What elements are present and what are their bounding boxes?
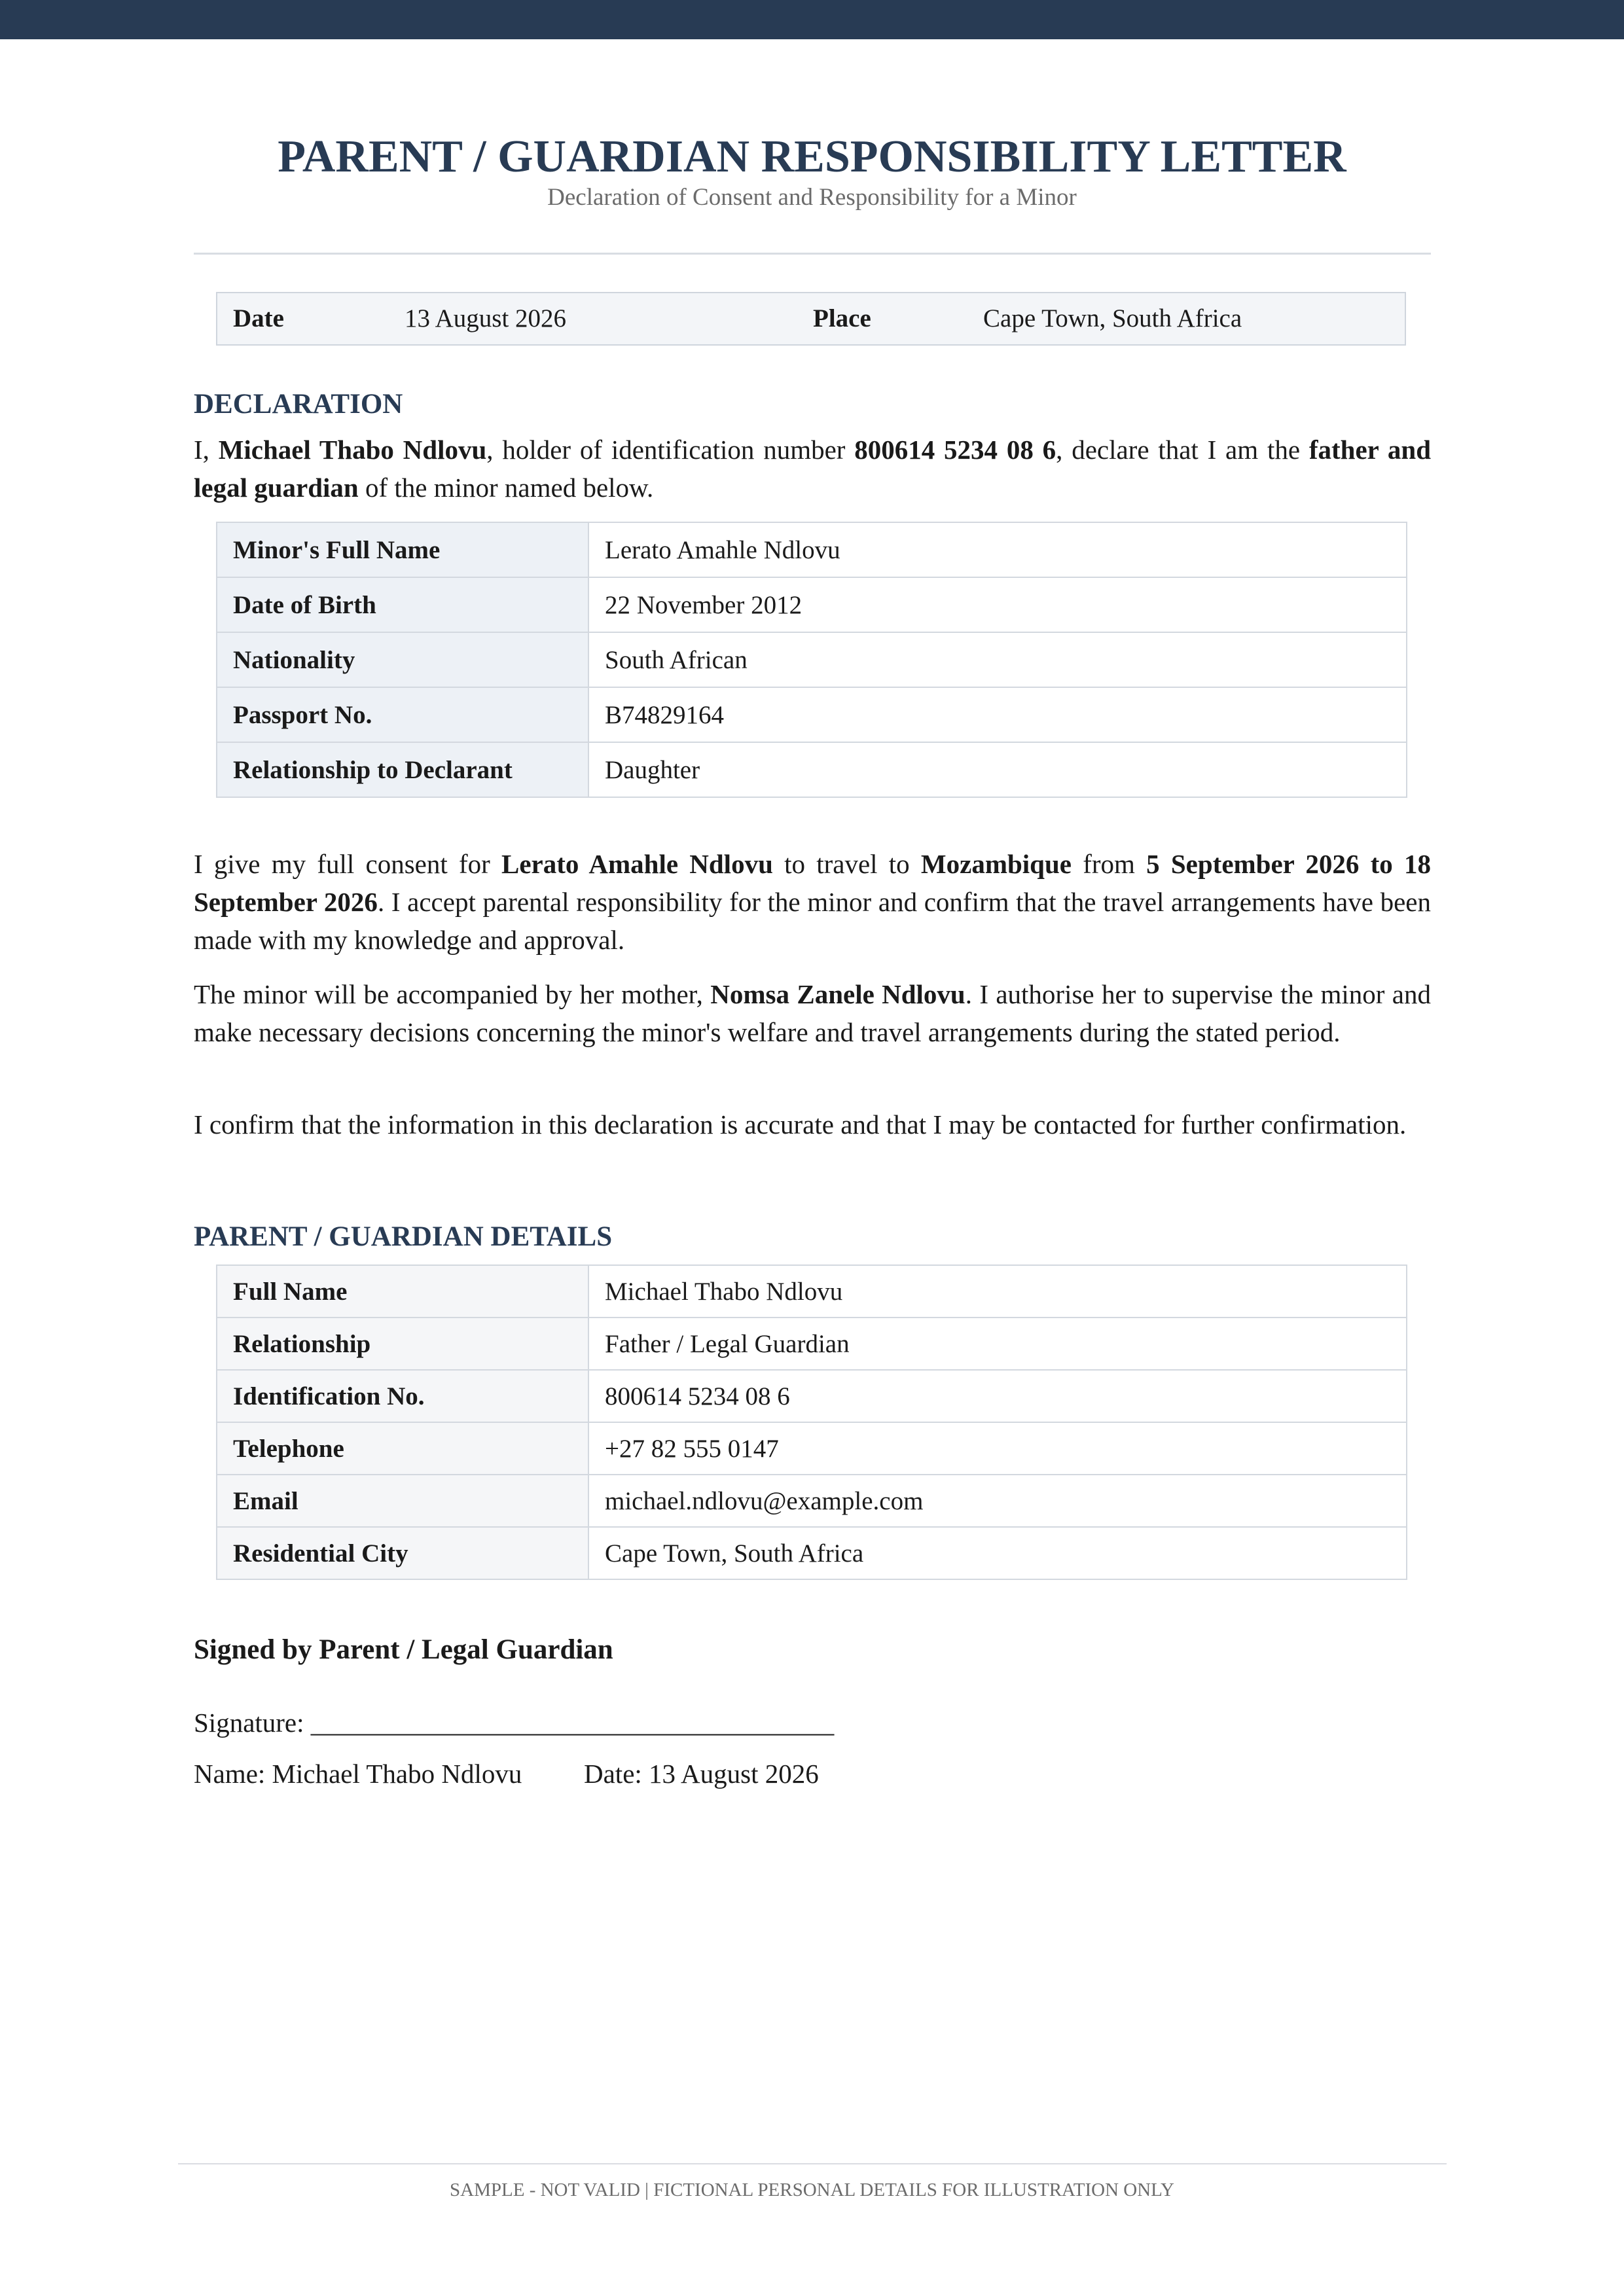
consent-text-1: I give my full consent for — [194, 849, 502, 879]
consent-destination: Mozambique — [920, 849, 1072, 879]
minor-relationship-value: Daughter — [588, 742, 1407, 797]
table-row — [217, 1318, 1407, 1370]
declarant-name: Michael Thabo Ndlovu — [218, 435, 487, 465]
mother-name: Nomsa Zanele Ndlovu — [710, 979, 965, 1009]
place-value: Cape Town, South Africa — [983, 304, 1242, 332]
signature-heading: Signed by Parent / Legal Guardian — [194, 1634, 613, 1665]
guardian-id-value: 800614 5234 08 6 — [588, 1370, 1407, 1422]
guardian-relationship-label: Relationship — [217, 1318, 588, 1370]
declarant-role: father and legal guardian — [194, 435, 1432, 503]
guardian-city-value: Cape Town, South Africa — [588, 1527, 1407, 1579]
place-label: Place — [813, 304, 871, 332]
table-row — [217, 687, 1407, 742]
guardian-heading: PARENT / GUARDIAN DETAILS — [194, 1221, 613, 1252]
table-row — [217, 577, 1407, 632]
consent-text-3: from — [1071, 849, 1147, 879]
consent-minor-name: Lerato Amahle Ndlovu — [501, 849, 773, 879]
table-row — [217, 742, 1407, 797]
signature-name: Name: Michael Thabo Ndlovu — [194, 1759, 522, 1789]
guardian-details-table — [216, 1265, 1407, 1580]
guardian-relationship-value: Father / Legal Guardian — [588, 1318, 1407, 1370]
declaration-intro — [194, 431, 1431, 507]
minor-relationship-label: Relationship to Declarant — [217, 742, 588, 797]
guardian-telephone-value: +27 82 555 0147 — [588, 1422, 1407, 1475]
page-subtitle: Declaration of Consent and Responsibility for a Minor — [547, 184, 1077, 211]
consent-text-4: . I accept parental responsibility for the minor and confirm that the travel arrangements have been made with my knowledge and approval. — [194, 887, 1431, 955]
intro-text-3: , declare that I am the — [1056, 435, 1309, 465]
intro-text-1: I, — [194, 435, 219, 465]
minor-passport-label: Passport No. — [217, 687, 588, 742]
footer-disclaimer: SAMPLE - NOT VALID | FICTIONAL PERSONAL DETAILS FOR ILLUSTRATION ONLY — [450, 2179, 1174, 2200]
consent-paragraph — [194, 845, 1431, 959]
intro-text-4: of the minor named below. — [358, 473, 654, 503]
top-accent-bar — [0, 0, 1624, 39]
table-row — [217, 1527, 1407, 1579]
confirm-paragraph: I confirm that the information in this declaration is accurate and that I may be contacted for further confirmation. — [194, 1109, 1407, 1139]
guardian-name-label: Full Name — [217, 1265, 588, 1318]
consent-text-2: to travel to — [772, 849, 921, 879]
guardian-name-value: Michael Thabo Ndlovu — [588, 1265, 1407, 1318]
table-row — [217, 632, 1407, 687]
guardian-email-value: michael.ndlovu@example.com — [588, 1475, 1407, 1527]
declaration-heading: DECLARATION — [194, 389, 403, 420]
guardian-telephone-label: Telephone — [217, 1422, 588, 1475]
accompany-text-2: . I authorise her to supervise the minor and make necessary decisions concerning the minor's welfare and travel arrangements during the stated period. — [194, 979, 1431, 1047]
minor-dob-value: 22 November 2012 — [588, 577, 1407, 632]
table-row — [217, 1475, 1407, 1527]
footer-divider — [178, 2163, 1447, 2164]
page-title: PARENT / GUARDIAN RESPONSIBILITY LETTER — [278, 132, 1346, 182]
header-divider — [194, 253, 1431, 255]
minor-name-label: Minor's Full Name — [217, 522, 588, 577]
date-value: 13 August 2026 — [405, 304, 567, 332]
minor-passport-value: B74829164 — [588, 687, 1407, 742]
minor-nationality-value: South African — [588, 632, 1407, 687]
accompany-paragraph — [194, 975, 1431, 1051]
date-place-box — [216, 292, 1406, 346]
table-row — [217, 522, 1407, 577]
accompany-text-1: The minor will be accompanied by her mother, — [194, 979, 711, 1009]
declarant-id: 800614 5234 08 6 — [854, 435, 1056, 465]
signature-date: Date: 13 August 2026 — [584, 1759, 819, 1789]
minor-name-value: Lerato Amahle Ndlovu — [588, 522, 1407, 577]
guardian-id-label: Identification No. — [217, 1370, 588, 1422]
guardian-email-label: Email — [217, 1475, 588, 1527]
table-row — [217, 1370, 1407, 1422]
intro-text-2: , holder of identification number — [486, 435, 855, 465]
guardian-city-label: Residential City — [217, 1527, 588, 1579]
table-row — [217, 1422, 1407, 1475]
minor-dob-label: Date of Birth — [217, 577, 588, 632]
table-row — [217, 1265, 1407, 1318]
minor-details-table — [216, 522, 1407, 798]
signature-line: Signature: _______________________________________ — [194, 1708, 835, 1738]
minor-nationality-label: Nationality — [217, 632, 588, 687]
consent-period: 5 September 2026 to 18 September 2026 — [194, 849, 1431, 917]
date-label: Date — [233, 304, 284, 332]
